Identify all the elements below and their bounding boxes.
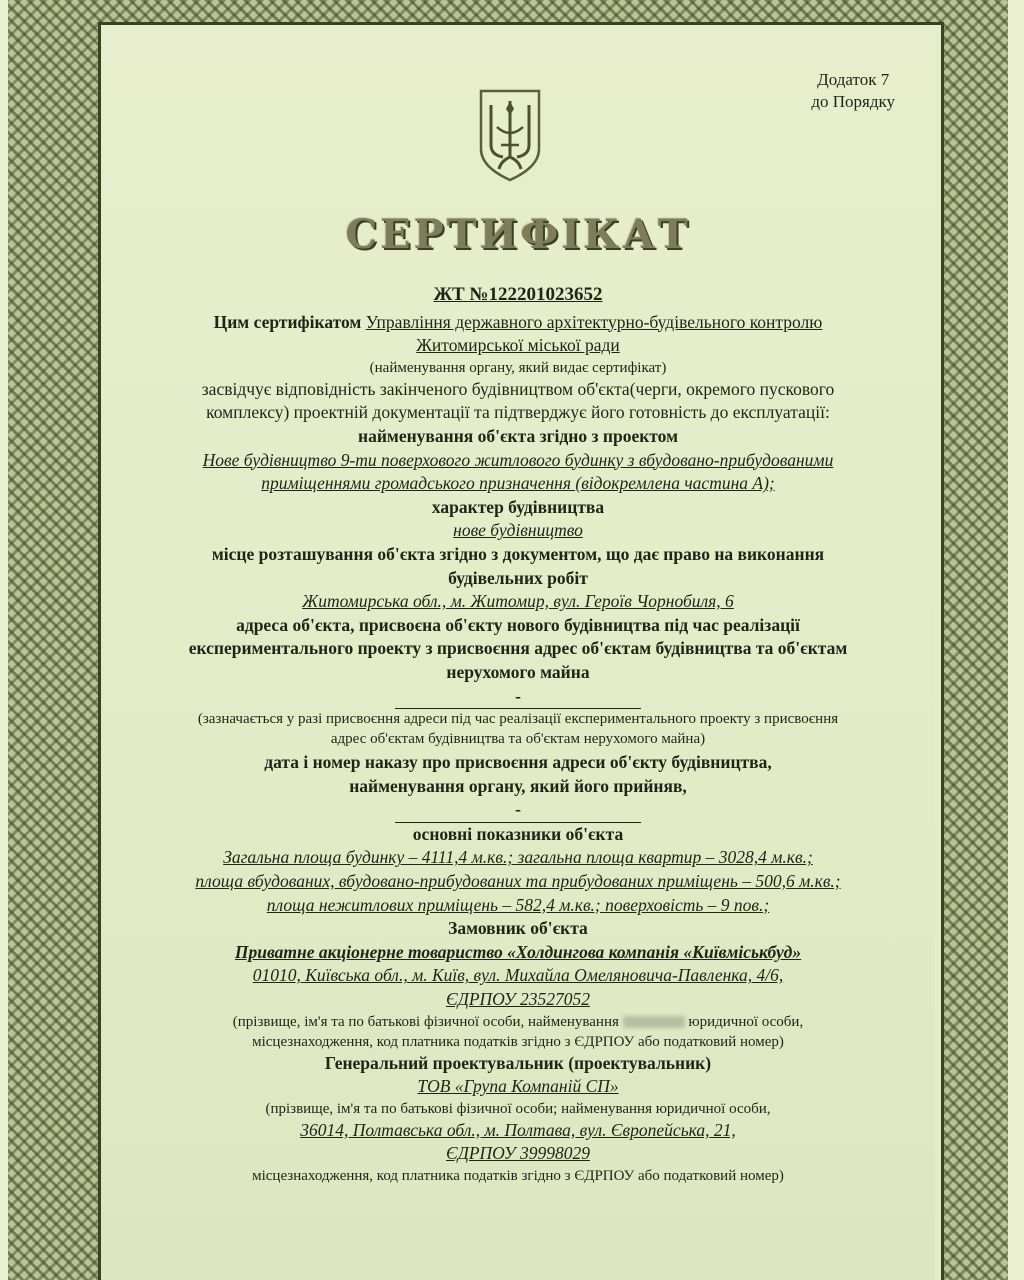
location-value: Житомирська обл., м. Житомир, вул. Героїв Чорнобиля, 6 xyxy=(302,591,734,612)
certificate-number: ЖТ №122201023652 xyxy=(433,284,603,305)
address-value: - xyxy=(515,685,521,706)
address-label-line-2: експериментального проекту з присвоєння адрес об'єктам будівництва та об'єктам xyxy=(188,638,848,659)
object-name-line-1: Нове будівництво 9-ти поверхового житлового будинку з вбудовано-прибудованими xyxy=(202,449,834,470)
address-label-line-3: нерухомого майна xyxy=(446,661,590,682)
customer-address: 01010, Київська обл., м. Київ, вул. Михайла Омеляновича-Павленка, 4/6, xyxy=(252,965,784,986)
construction-type-label: характер будівництва xyxy=(431,496,605,517)
designer-code: ЄДРПОУ 39998029 xyxy=(446,1143,590,1164)
customer-label: Замовник об'єкта xyxy=(448,918,588,939)
indicators-line-2: площа вбудованих, вбудовано-прибудованих та прибудованих приміщень – 500,6 м.кв.; xyxy=(195,871,841,892)
indicators-line-3: площа нежитлових приміщень – 582,4 м.кв.; поверховість – 9 пов.; xyxy=(266,894,770,915)
statement-line-1: засвідчує відповідність закінченого будівництвом об'єкта(черги, окремого пускового xyxy=(201,378,835,399)
designer-name: ТОВ «Група Компаній СП» xyxy=(417,1076,619,1097)
address-caption-line-2: адрес об'єктам будівництва та об'єктам нерухомого майна) xyxy=(330,731,706,748)
location-label-line-1: місце розташування об'єкта згідно з документом, що дає право на виконання xyxy=(211,543,825,564)
statement-line-2: комплексу) проектній документації та підтверджує його готовність до експлуатації: xyxy=(206,402,830,423)
construction-type-value: нове будівництво xyxy=(453,520,583,541)
order-label-line-2: найменування органу, який його прийняв, xyxy=(349,775,687,796)
designer-caption-line-2: місцезнаходження, код платника податків згідно з ЄДРПОУ або податковий номер) xyxy=(252,1168,784,1184)
customer-caption-line-2: місцезнаходження, код платника податків згідно з ЄДРПОУ або податковий номер) xyxy=(252,1033,784,1050)
address-label-line-1: адреса об'єкта, присвоєна об'єкту нового будівництва під час реалізації xyxy=(236,614,800,635)
object-name-line-2: приміщеннями громадського призначення (відокремлена частина А); xyxy=(261,473,775,494)
issuer-name-line-2: Житомирської міської ради xyxy=(416,335,620,356)
address-caption-line-1: (зазначається у разі присвоєння адреси під час реалізації експериментального проекту з присвоєння xyxy=(197,711,839,728)
designer-caption-line-1: (прізвище, ім'я та по батькові фізичної особи; найменування юридичної особи, xyxy=(265,1100,771,1117)
certificate-content xyxy=(101,25,935,1280)
object-name-label: найменування об'єкта згідно з проектом xyxy=(357,425,679,446)
indicators-label: основні показники об'єкта xyxy=(412,823,624,844)
issuer-caption: (найменування органу, який видає сертифікат) xyxy=(369,359,667,376)
indicators-line-1: Загальна площа будинку – 4111,4 м.кв.; загальна площа квартир – 3028,4 м.кв.; xyxy=(223,847,813,868)
designer-address: 36014, Полтавська обл., м. Полтава, вул. Європейська, 21, xyxy=(300,1119,736,1140)
certificate-body xyxy=(101,283,935,1186)
location-label-line-2: будівельних робіт xyxy=(448,567,588,588)
redacted-mark xyxy=(623,1016,685,1028)
customer-caption-line-1-end: юридичної особи, xyxy=(684,1013,804,1030)
customer-caption-line-1-start: (прізвище, ім'я та по батькові фізичної особи, найменування xyxy=(232,1013,623,1030)
issuer-prefix: Цим сертифікатом xyxy=(213,311,366,332)
order-value: - xyxy=(515,799,521,820)
annex-line-2: до Порядку xyxy=(811,92,895,111)
designer-label: Генеральний проектувальник (проектувальник) xyxy=(324,1052,712,1073)
order-label-line-1: дата і номер наказу про присвоєння адреси об'єкту будівництва, xyxy=(264,752,772,773)
annex-line-1: Додаток 7 xyxy=(817,70,890,89)
trident-icon xyxy=(477,87,543,183)
issuer-name-line-1: Управління державного архітектурно-будівельного контролю xyxy=(365,311,823,332)
customer-caption-line-1 xyxy=(101,1012,935,1032)
annex-reference xyxy=(811,69,895,113)
certificate-title: СЕРТИФІКАТ xyxy=(345,211,691,258)
customer-code: ЄДРПОУ 23527052 xyxy=(446,989,590,1010)
customer-name: Приватне акціонерне товариство «Холдингова компанія «Київміськбуд» xyxy=(234,941,802,962)
